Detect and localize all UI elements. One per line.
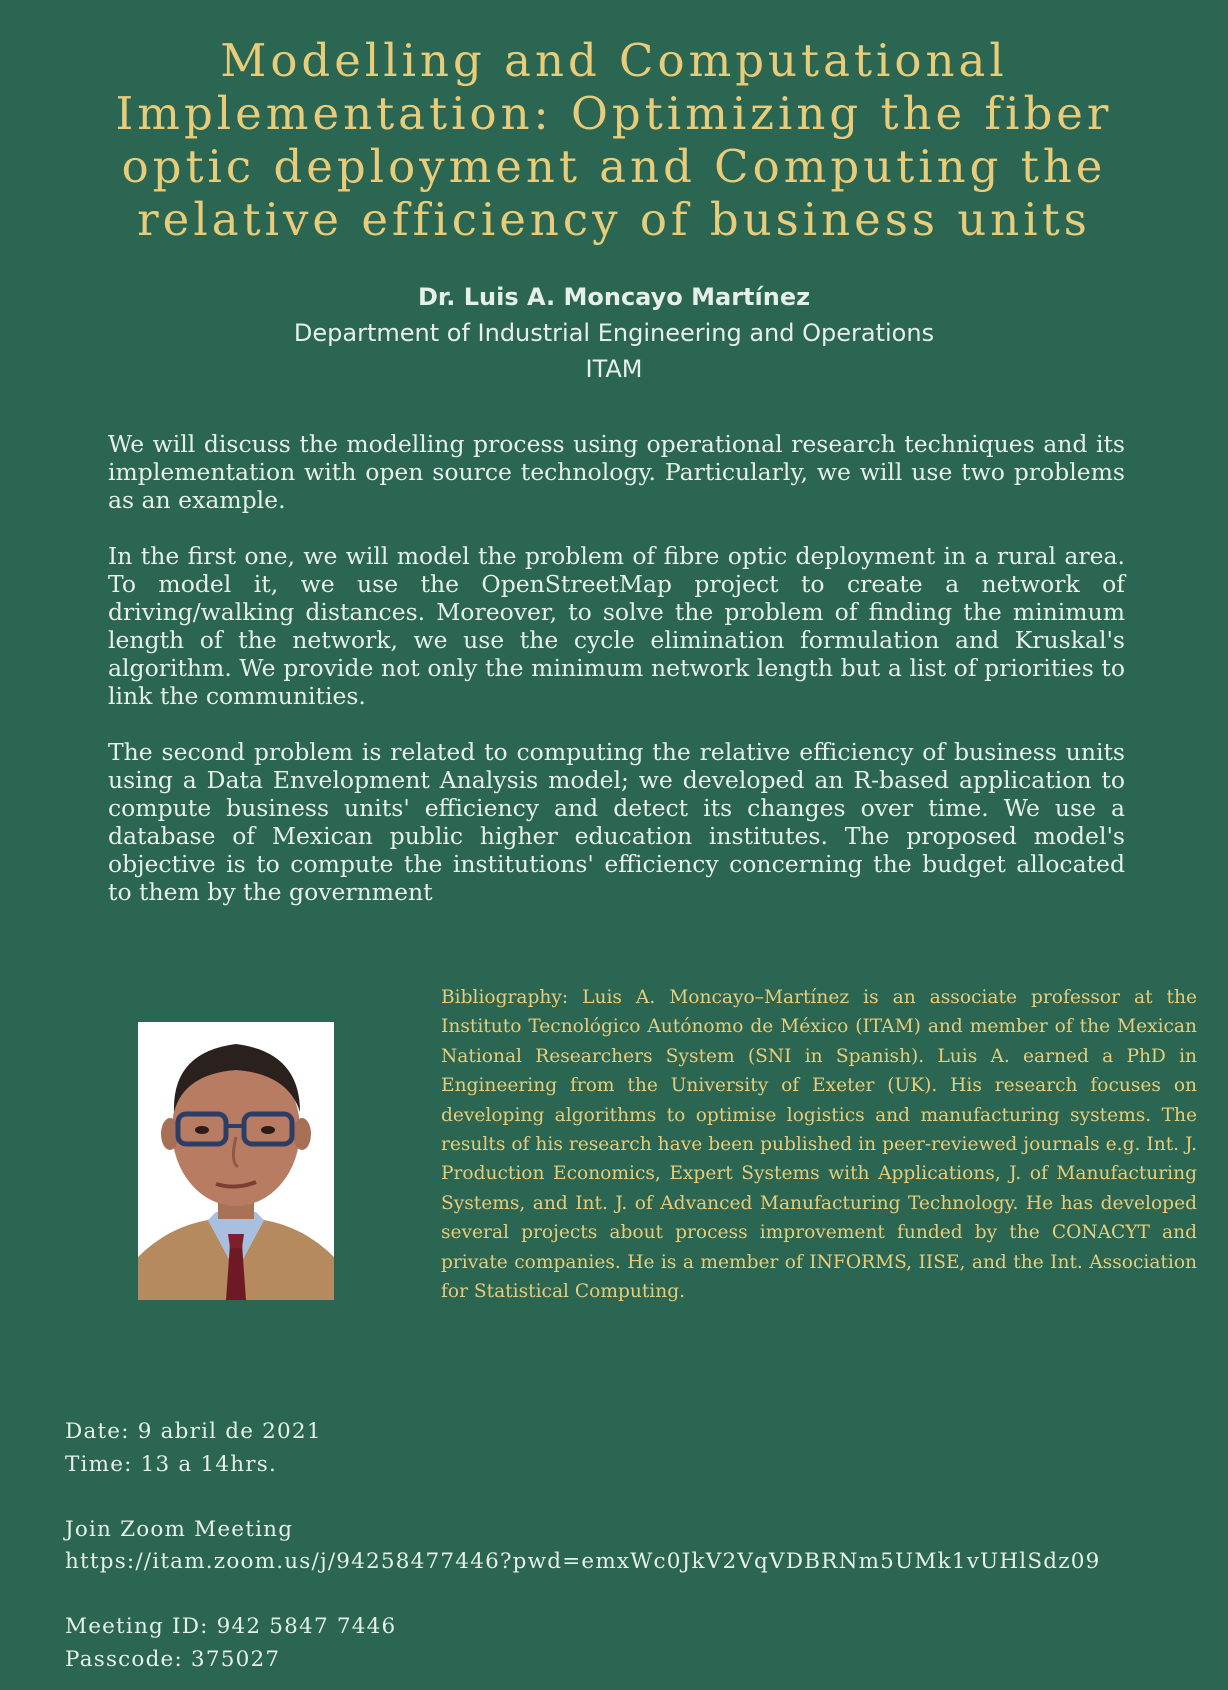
event-date: Date: 9 abril de 2021 — [65, 1419, 322, 1444]
abstract — [108, 430, 1125, 934]
abstract-paragraph: The second problem is related to computing the relative efficiency of business units using a Data Envelopment Analysis model; we developed an R-based application to compute business units' efficiency and detect its changes over time. We use a database of Mexican public higher education institutes. The proposed model's objective is to compute the institutions' efficiency concerning the budget allocated to them by the government — [108, 738, 1125, 906]
abstract-paragraph: We will discuss the modelling process using operational research techniques and its implementation with open source technology. Particularly, we will use two problems as an example. — [108, 430, 1125, 514]
passcode: Passcode: 375027 — [65, 1646, 281, 1672]
zoom-label: Join Zoom Meeting — [65, 1516, 294, 1542]
talk-title: Modelling and Computational Implementation: Optimizing the fiber optic deployment and Computing the relative efficiency of business units — [115, 34, 1113, 246]
zoom-link[interactable]: https://itam.zoom.us/j/94258477446?pwd=emxWc0JkV2VqVDBRNm5UMk1vUHlSdz09 — [65, 1549, 1101, 1574]
speaker-photo — [138, 1022, 334, 1300]
event-time: Time: 13 a 14hrs. — [65, 1451, 277, 1477]
speaker-department: Department of Industrial Engineering and Operations — [293, 319, 935, 347]
speaker-portrait-icon — [138, 1022, 334, 1300]
speaker-name: Dr. Luis A. Moncayo Martínez — [417, 283, 811, 311]
speaker-institution: ITAM — [585, 355, 643, 383]
event-details — [65, 1416, 1205, 1676]
speaker-bio: Bibliography: Luis A. Moncayo–Martínez is an associate professor at the Instituto Tecnológico Autónomo de México (ITAM) and member of the Mexican National Researchers System (SNI in Spanish). Luis A. earned a PhD in Engineering from the University of Exeter (UK). His research focuses on developing algorithms to optimise logistics and manufacturing systems. The results of his research have been published in peer-reviewed journals e.g. Int. J. Production Economics, Expert Systems with Applications, J. of Manufacturing Systems, and Int. J. of Advanced Manufacturing Technology. He has developed several projects about process improvement funded by the CONACYT and private companies. He is a member of INFORMS, IISE, and the Int. Association for Statistical Computing. — [441, 987, 1197, 1303]
abstract-paragraph: In the first one, we will model the problem of fibre optic deployment in a rural area. To model it, we use the OpenStreetMap project to create a network of driving/walking distances. Moreover, to solve the problem of finding the minimum length of the network, we use the cycle elimination formulation and Kruskal's algorithm. We provide not only the minimum network length but a list of priorities to link the communities. — [108, 542, 1125, 710]
meeting-id: Meeting ID: 942 5847 7446 — [65, 1614, 397, 1639]
speaker-block — [0, 279, 1228, 387]
